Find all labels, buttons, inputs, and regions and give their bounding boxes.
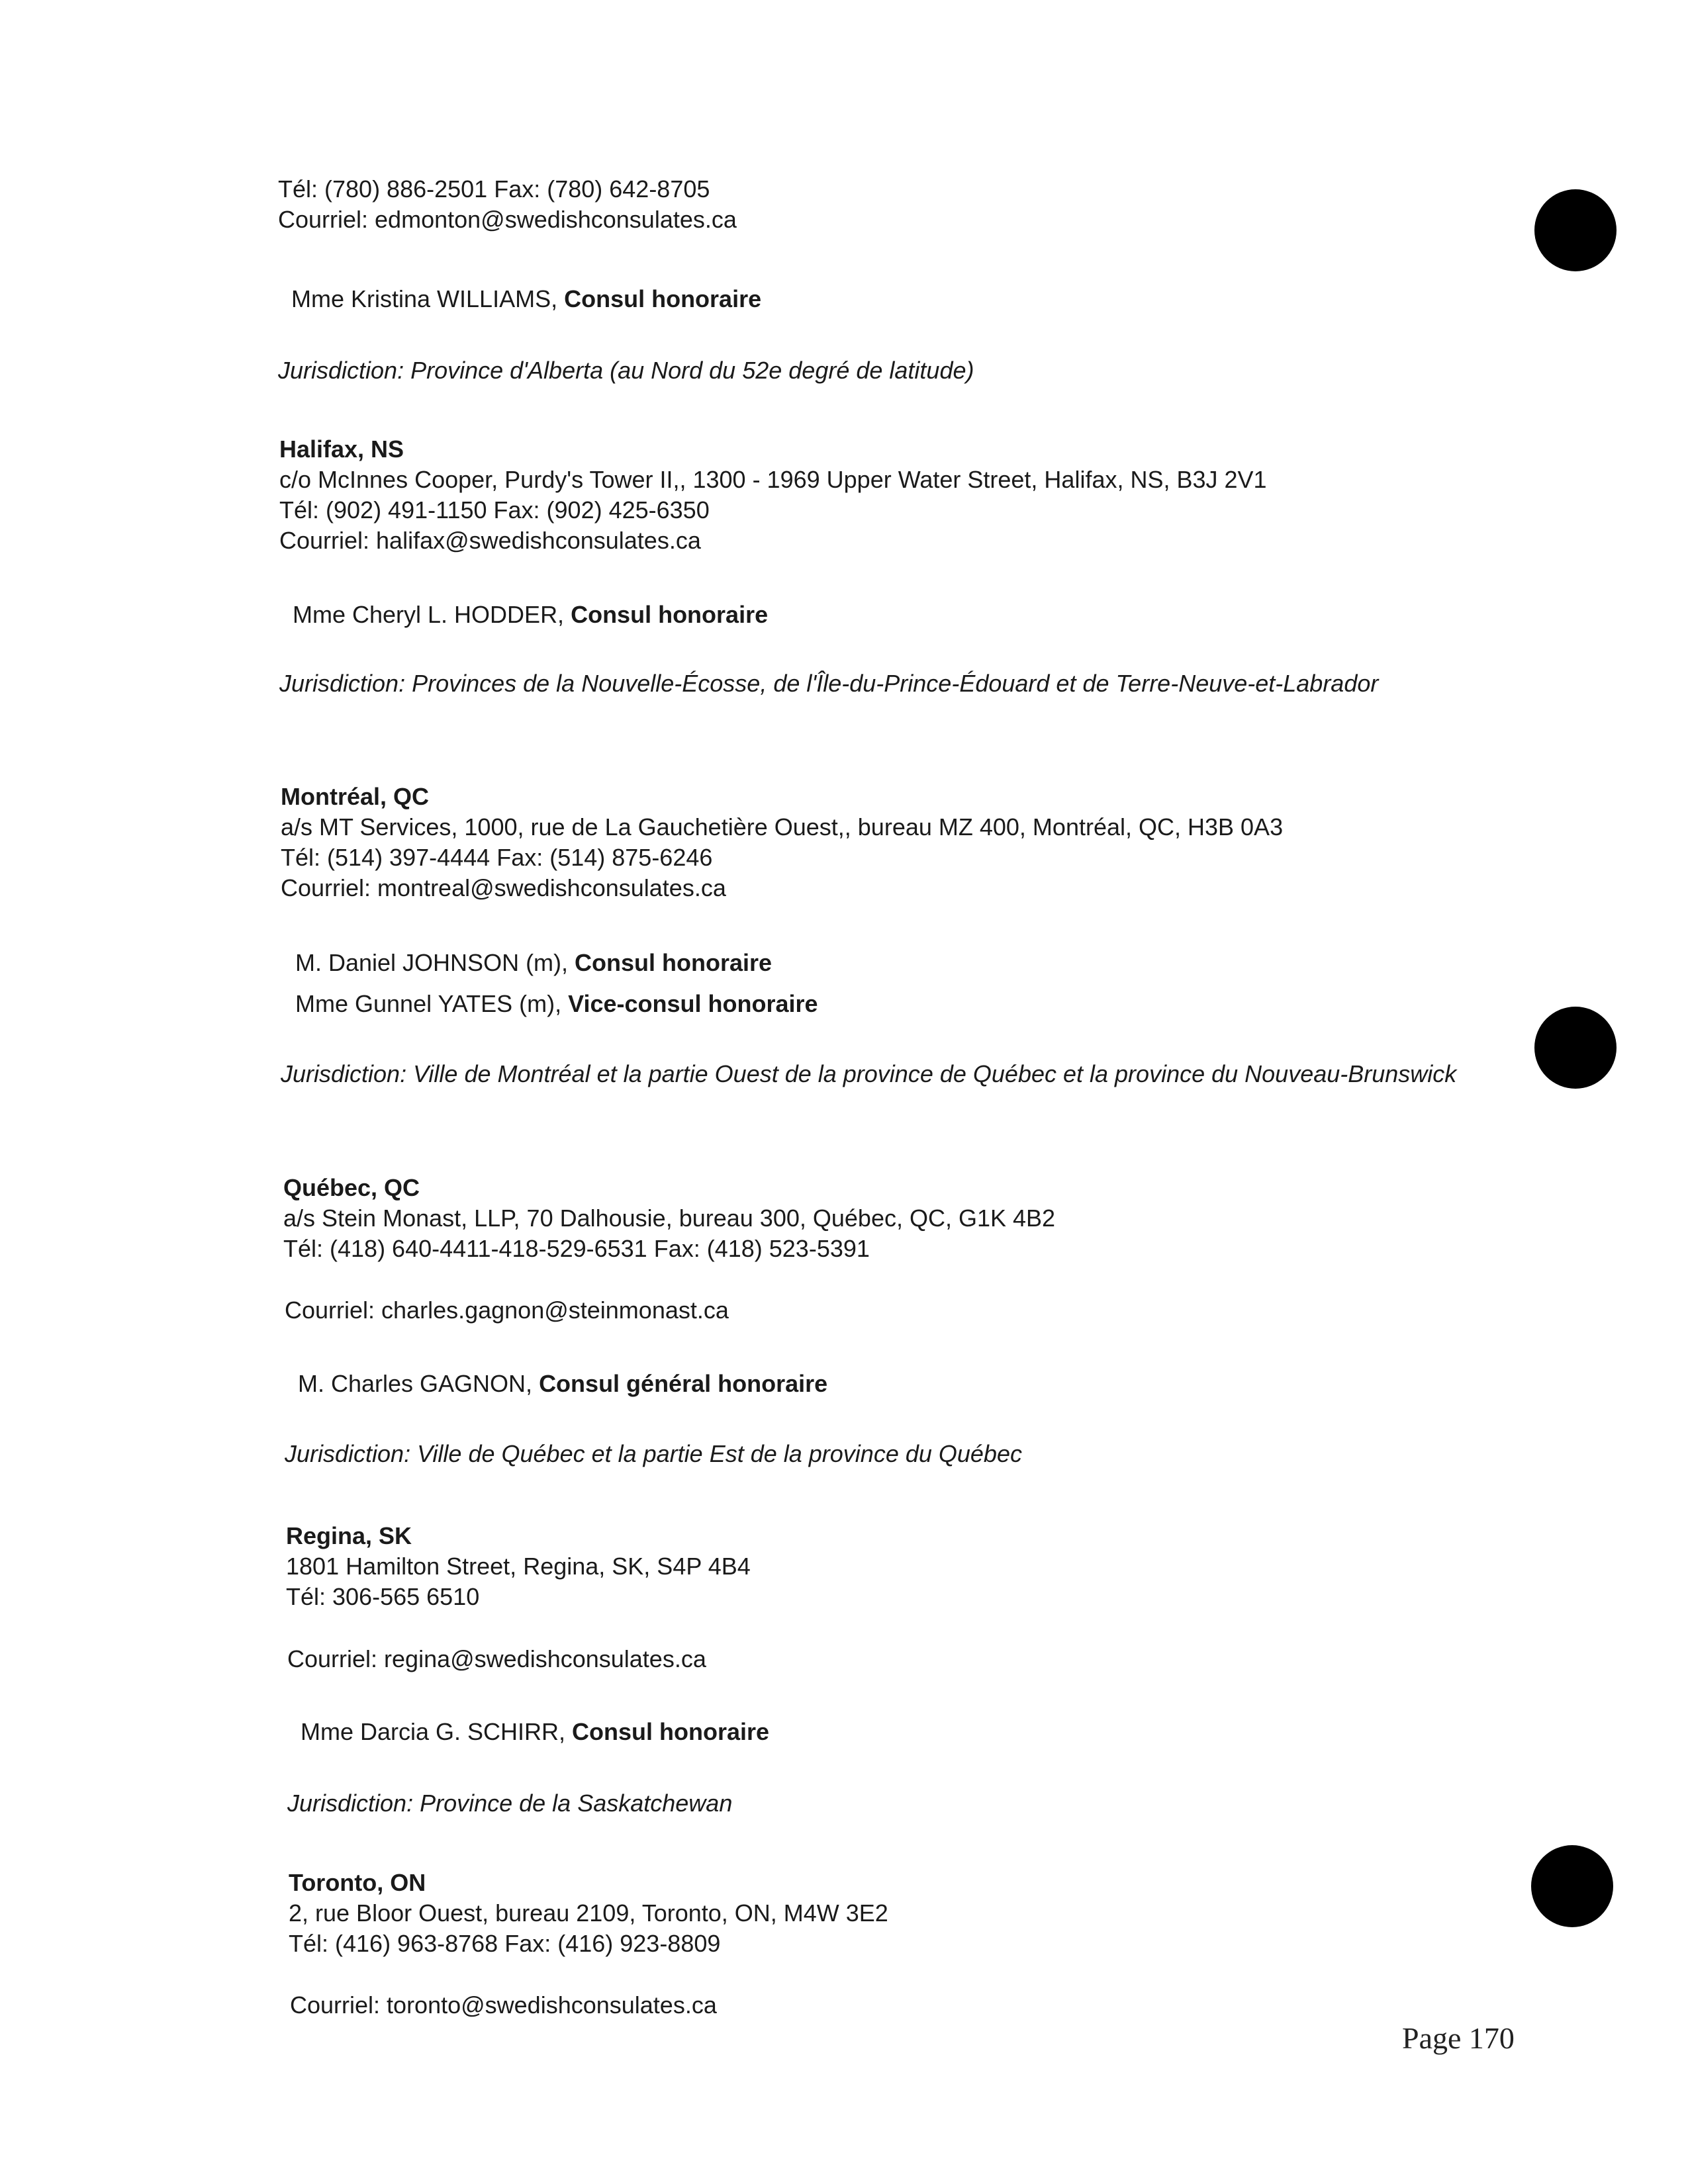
regina-jurisdiction: Jurisdiction: Province de la Saskatchewan xyxy=(287,1790,733,1817)
consul-title: Consul général honoraire xyxy=(539,1370,828,1397)
regina-city-heading: Regina, SK xyxy=(286,1522,412,1549)
consul-name: Mme Cheryl L. HODDER, xyxy=(293,601,571,628)
consul-name: Mme Darcia G. SCHIRR, xyxy=(301,1718,573,1745)
halifax-city-heading: Halifax, NS xyxy=(279,435,404,463)
halifax-jurisdiction: Jurisdiction: Provinces de la Nouvelle-Écosse, de l'Île-du-Prince-Édouard et de Terre-Neuve-et-Labrador xyxy=(279,670,1379,697)
consul-name: M. Daniel JOHNSON (m), xyxy=(295,949,575,976)
montreal-address: a/s MT Services, 1000, rue de La Gauchetière Ouest,, bureau MZ 400, Montréal, QC, H3B 0A3 xyxy=(281,813,1284,841)
vice-consul-name: Mme Gunnel YATES (m), xyxy=(295,990,569,1017)
toronto-tel: Tél: (416) 963-8768 Fax: (416) 923-8809 xyxy=(289,1930,721,1957)
montreal-jurisdiction: Jurisdiction: Ville de Montréal et la partie Ouest de la province de Québec et la province du Nouveau-Brunswick xyxy=(281,1060,1457,1087)
punch-hole-middle xyxy=(1534,1007,1617,1089)
consul-name: M. Charles GAGNON, xyxy=(298,1370,539,1397)
toronto-address: 2, rue Bloor Ouest, bureau 2109, Toronto, ON, M4W 3E2 xyxy=(289,1899,888,1927)
halifax-consul xyxy=(293,600,768,630)
consul-name: Mme Kristina WILLIAMS, xyxy=(291,285,565,312)
edmonton-jurisdiction: Jurisdiction: Province d'Alberta (au Nord du 52e degré de latitude) xyxy=(278,357,974,384)
edmonton-tel: Tél: (780) 886-2501 Fax: (780) 642-8705 xyxy=(278,175,710,203)
montreal-city-heading: Montréal, QC xyxy=(281,783,430,810)
consul-title: Consul honoraire xyxy=(571,601,769,628)
montreal-email: Courriel: montreal@swedishconsulates.ca xyxy=(281,874,726,901)
quebec-email: Courriel: charles.gagnon@steinmonast.ca xyxy=(285,1297,729,1324)
edmonton-consul xyxy=(291,284,761,314)
halifax-email: Courriel: halifax@swedishconsulates.ca xyxy=(279,527,701,554)
quebec-consul xyxy=(298,1369,827,1399)
montreal-vice-consul xyxy=(295,989,818,1019)
toronto-email: Courriel: toronto@swedishconsulates.ca xyxy=(290,1991,717,2019)
montreal-consul xyxy=(295,948,772,978)
consul-title: Consul honoraire xyxy=(575,949,773,976)
toronto-city-heading: Toronto, ON xyxy=(289,1869,426,1896)
regina-tel: Tél: 306-565 6510 xyxy=(286,1583,480,1610)
quebec-jurisdiction: Jurisdiction: Ville de Québec et la partie Est de la province du Québec xyxy=(285,1440,1022,1467)
regina-consul xyxy=(301,1717,769,1747)
quebec-address: a/s Stein Monast, LLP, 70 Dalhousie, bureau 300, Québec, QC, G1K 4B2 xyxy=(283,1205,1056,1232)
punch-hole-bottom xyxy=(1531,1845,1613,1927)
quebec-tel: Tél: (418) 640-4411-418-529-6531 Fax: (418) 523-5391 xyxy=(283,1235,870,1262)
page-number: Page 170 xyxy=(1402,2021,1515,2055)
montreal-tel: Tél: (514) 397-4444 Fax: (514) 875-6246 xyxy=(281,844,713,871)
vice-consul-title: Vice-consul honoraire xyxy=(568,990,818,1017)
consul-title: Consul honoraire xyxy=(572,1718,770,1745)
regina-email: Courriel: regina@swedishconsulates.ca xyxy=(287,1645,706,1672)
regina-address: 1801 Hamilton Street, Regina, SK, S4P 4B4 xyxy=(286,1553,751,1580)
halifax-address: c/o McInnes Cooper, Purdy's Tower II,, 1300 - 1969 Upper Water Street, Halifax, NS, B3J 2V1 xyxy=(279,466,1267,493)
punch-hole-top xyxy=(1534,189,1617,271)
consul-title: Consul honoraire xyxy=(564,285,762,312)
edmonton-email: Courriel: edmonton@swedishconsulates.ca xyxy=(278,206,737,233)
halifax-tel: Tél: (902) 491-1150 Fax: (902) 425-6350 xyxy=(279,496,710,523)
quebec-city-heading: Québec, QC xyxy=(283,1174,420,1201)
